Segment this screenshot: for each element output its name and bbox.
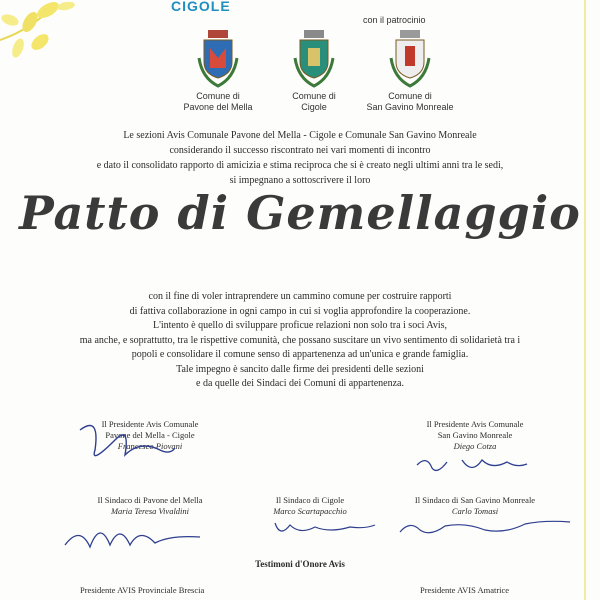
intro-line: considerando il successo riscontrato nei vari momenti di incontro <box>169 145 431 156</box>
handwritten-signature <box>60 515 210 555</box>
page-border-line <box>584 0 586 600</box>
witnesses-heading: Testimoni d'Onore Avis <box>255 559 345 569</box>
intro-line: Le sezioni Avis Comunale Pavone del Mella - Cigole e Comunale San Gavino Monreale <box>123 130 477 141</box>
handwritten-signature <box>412 450 532 480</box>
signature-role: Il Presidente Avis Comunale <box>426 419 524 429</box>
body-line: L'intento è quello di sviluppare proficue relazioni non solo tra i soci Avis, <box>152 320 448 331</box>
intro-line: e dato il consolidato rapporto di amicizia e stima reciproca che si è creato negli ultimi anni tra le sedi, <box>96 160 504 171</box>
crest-caption-line2: Cigole <box>301 102 327 112</box>
crest-caption-line2: San Gavino Monreale <box>366 102 454 112</box>
coat-of-arms-icon <box>292 28 336 90</box>
signature-role: Il Sindaco di San Gavino Monreale <box>414 495 536 505</box>
intro-line: si impegnano a sottoscrivere il loro <box>229 175 371 186</box>
crest-caption-line2: Pavone del Mella <box>183 102 253 112</box>
crest-caption-line1: Comune di <box>292 91 336 101</box>
patronage-label: con il patrocinio <box>363 15 426 25</box>
signature-name: Marco Scartapacchio <box>273 506 347 516</box>
body-line: ma anche, e soprattutto, tra le rispettive comunità, che possano suscitare un vivo sentimento di solidarietà tra i <box>79 334 521 346</box>
signature-name: Diego Cotza <box>453 441 497 451</box>
crest-cigole <box>269 28 359 112</box>
header-title: CIGOLE <box>171 0 231 14</box>
signature-role: Il Presidente Avis Comunale <box>101 419 199 429</box>
signature-name: Francesco Piovani <box>117 441 183 451</box>
witness-left-role: Presidente AVIS Provinciale Brescia <box>80 585 205 595</box>
coat-of-arms-icon <box>196 28 240 90</box>
signature-name: Maria Teresa Vivaldini <box>110 506 190 516</box>
handwritten-signature <box>395 512 575 542</box>
body-line: Tale impegno è sancito dalle firme dei presidenti delle sezioni <box>176 363 424 375</box>
crest-pavone <box>173 28 263 112</box>
handwritten-signature <box>270 513 380 543</box>
yellow-leaves-decoration <box>0 0 90 90</box>
signature-role: Il Sindaco di Pavone del Mella <box>97 495 203 505</box>
signature-role: San Gavino Monreale <box>437 430 513 440</box>
signature-role: Il Sindaco di Cigole <box>275 495 345 505</box>
signature-name: Carlo Tomasi <box>451 506 499 516</box>
crest-san-gavino <box>355 28 465 112</box>
signature-president-san-gavino <box>390 419 560 452</box>
body-line: e da quelle dei Sindaci dei Comuni di appartenenza. <box>196 378 404 389</box>
crest-caption-line1: Comune di <box>388 91 432 101</box>
handwritten-signature <box>70 410 180 470</box>
witness-right-role: Presidente AVIS Amatrice <box>420 585 510 595</box>
body-line: con il fine di voler intraprendere un cammino comune per costruire rapporti <box>148 291 452 302</box>
document-title: Patto di Gemellaggio <box>19 186 581 240</box>
body-line: di fattiva collaborazione in ogni campo in cui si voglia approfondire la cooperazione. <box>129 305 471 317</box>
intro-paragraph <box>60 128 540 188</box>
body-line: popoli e consolidare il comune senso di appartenenza ad un'unica e grande famiglia. <box>131 349 469 360</box>
signature-role: Pavone del Mella - Cigole <box>105 430 195 440</box>
body-paragraph <box>40 290 560 392</box>
crest-caption-line1: Comune di <box>196 91 240 101</box>
coat-of-arms-icon <box>388 28 432 90</box>
signature-mayor-pavone <box>60 495 240 517</box>
